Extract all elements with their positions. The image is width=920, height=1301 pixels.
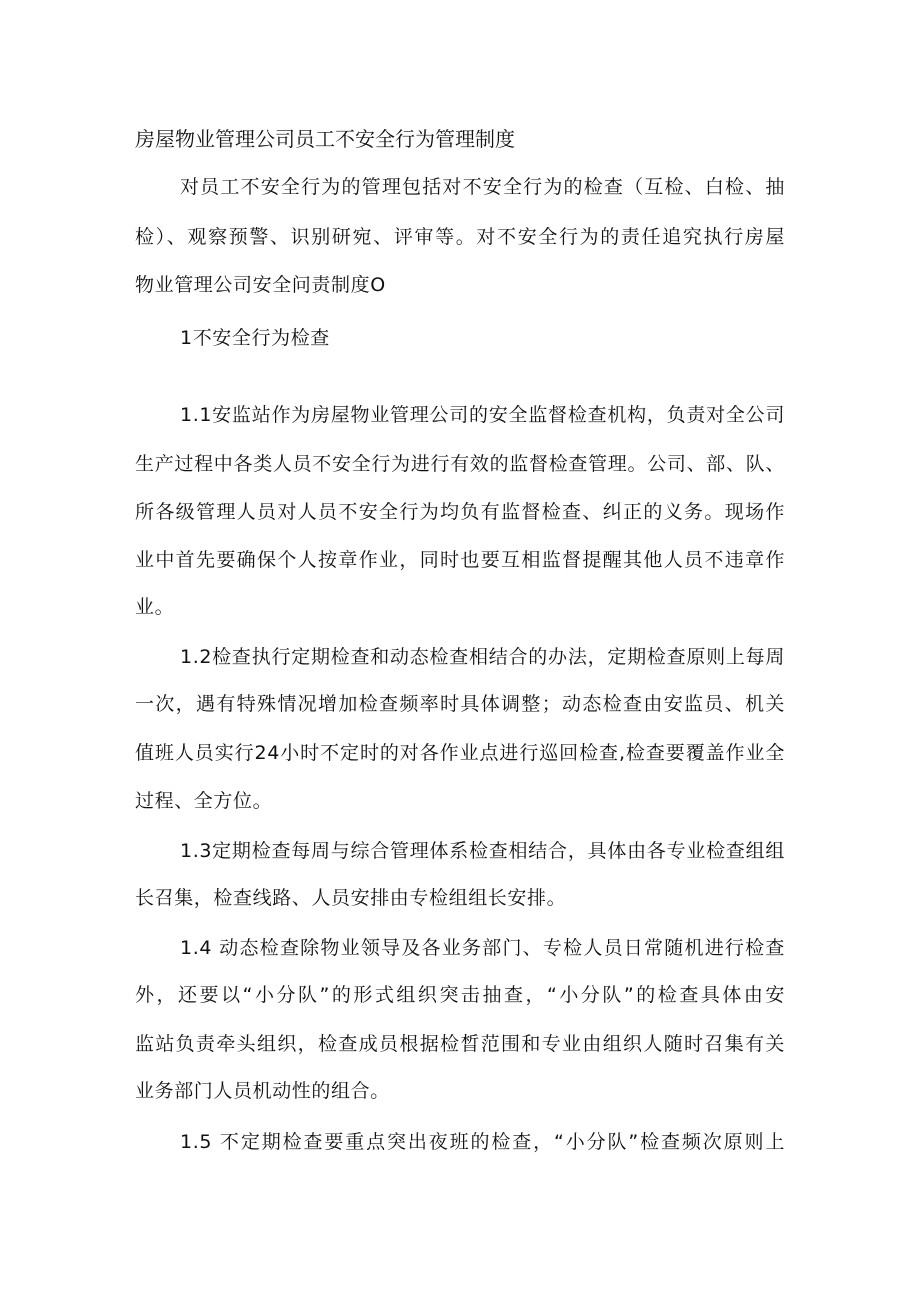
line-text: 1.2检查执行定期检查和动态检查相结合的办法，定期检查原则上每周 <box>180 646 785 668</box>
line-text: 1.4 动态检查除物业领导及各业务部门、专检人员日常随机进行检查 <box>180 937 785 959</box>
paragraph-line <box>135 449 785 479</box>
paragraph-line <box>180 933 785 963</box>
line-text: 物业管理公司安全问责制度O <box>135 274 386 296</box>
paragraph-line <box>180 172 785 202</box>
paragraph-line <box>135 786 272 816</box>
line-text: 1.5 不定期检查要重点突出夜班的检查，“小分队”检查频次原则上 <box>180 1131 785 1153</box>
paragraph-line <box>135 592 174 622</box>
line-text: 业务部门人员机动性的组合。 <box>135 1080 390 1102</box>
line-text: 监站负责牵头组织，检查成员根据检晳范围和专业由组织人随时召集有关 <box>135 1033 785 1055</box>
paragraph-line <box>135 738 785 768</box>
line-text: 长召集，检查线路、人员安排由专检组组长安排。 <box>135 887 567 909</box>
paragraph-line <box>135 980 785 1010</box>
line-text: 所各级管理人员对人员不安全行为均负有监督检查、纠正的义务。现场作 <box>135 501 785 523</box>
paragraph-line <box>135 1076 390 1106</box>
line-text: 1.3定期检查每周与综合管理体系检查相结合，具体由各专业检查组组 <box>180 840 785 862</box>
paragraph-line <box>180 836 785 866</box>
paragraph-line <box>135 545 785 575</box>
line-text: 业中首先要确保个人按章作业，同时也要互相监督提醒其他人员不违章作 <box>135 549 785 571</box>
document-title: 房屋物业管理公司员工不安全行为管理制度 <box>135 127 515 151</box>
paragraph-line <box>180 1127 785 1157</box>
paragraph-line <box>135 497 785 527</box>
paragraph-line <box>135 1029 785 1059</box>
line-text: 1.1安监站作为房屋物业管理公司的安全监督检查机构，负责对全公司 <box>180 404 785 426</box>
paragraph-line <box>135 689 785 719</box>
line-text: 过程、全方位。 <box>135 790 273 812</box>
line-text: 对员工不安全行为的管理包括对不安全行为的检查（互检、白检、抽 <box>180 176 785 198</box>
paragraph-line <box>135 270 386 300</box>
paragraph-line <box>135 883 566 913</box>
line-text: 外，还要以“小分队”的形式组织突击抽查，“小分队”的检查具体由安 <box>135 984 785 1006</box>
line-text: 检）、观察预警、识别研宛、评审等。对不安全行为的责任追究执行房屋 <box>135 226 785 248</box>
paragraph-line <box>180 400 785 430</box>
line-text: 生产过程中各类人员不安全行为进行有效的监督检查管理。公司、部、队、 <box>135 453 785 475</box>
line-text: 业。 <box>135 596 175 618</box>
line-text: 一次，遇有特殊情况增加检查频率时具体调整；动态检查由安监员、机关 <box>135 693 785 715</box>
paragraph-line <box>180 642 785 672</box>
paragraph-line <box>135 222 785 252</box>
section-heading <box>180 323 330 353</box>
line-text: 值班人员实行24小时不定时的对各作业点进行巡回检查,检查要覆盖作业全 <box>135 742 785 764</box>
line-text: 1不安全行为检查 <box>180 327 330 349</box>
